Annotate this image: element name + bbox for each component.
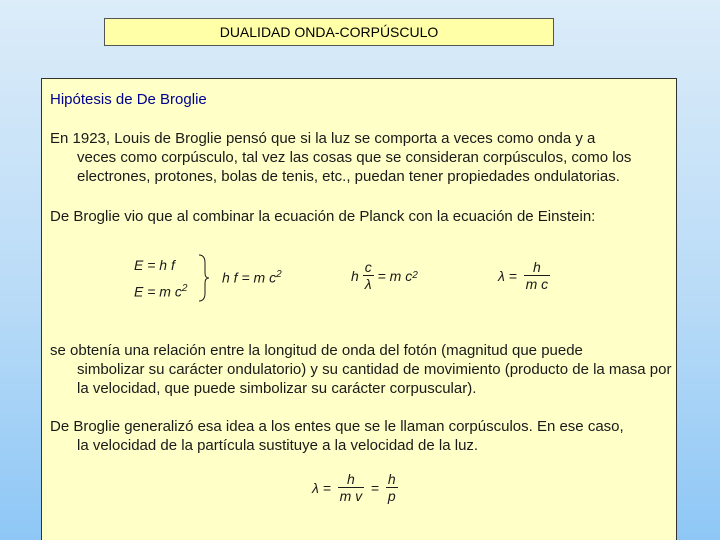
equation-hf-mc2: h f = m $c^2$ (222, 269, 282, 286)
equation-de-broglie: λ = $\frac{h}{\text{m v}}$ = $\frac{h}{p}$ (312, 471, 401, 504)
equation-einstein: E = m $c^2$ (134, 283, 188, 300)
paragraph-generalization (50, 417, 672, 455)
equation-planck: E = h f (134, 257, 175, 273)
paragraph-generalization-first-line: De Broglie generalizó esa idea a los entes que se le llaman corpúsculos. En ese caso, (50, 418, 624, 435)
paragraph-intro-first-line: En 1923, Louis de Broglie pensó que si la luz se comporta a veces como onda y a (50, 130, 596, 147)
fraction-h-over-mv: $\frac{h}{\text{m v}}$ (339, 471, 363, 504)
content-panel (41, 78, 677, 540)
slide-title: DUALIDAD ONDA-CORPÚSCULO (219, 24, 439, 40)
fraction-h-over-mc: $\frac{h}{\text{m c}}$ (525, 259, 549, 292)
paragraph-relation-first-line: se obtenía una relación entre la longitud de onda del fotón (magnitud que puede (50, 342, 583, 359)
paragraph-combination-text: De Broglie vio que al combinar la ecuación de Planck con la ecuación de Einstein: (50, 208, 596, 225)
equation-lambda-h-mc: λ = $\frac{h}{\text{m c}}$ (498, 259, 553, 292)
equation-hc-lambda: h $\frac{c}{\lambda}$ = m c 2 (351, 259, 418, 292)
paragraph-intro-continuation: veces como corpúsculo, tal vez las cosas que se consideran corpúsculos, como los electrones, protones, bolas de tenis, etc., puedan tener propiedades ondulatorias. (77, 149, 632, 185)
fraction-c-over-lambda: $\frac{c}{\lambda}$ (364, 259, 372, 292)
paragraph-generalization-continuation: la velocidad de la partícula sustituye a la velocidad de la luz. (77, 437, 479, 454)
paragraph-relation-continuation: simbolizar su carácter ondulatorio) y su cantidad de movimiento (producto de la masa por la velocidad, que puede simbolizar su carácter corpuscular). (77, 361, 672, 397)
fraction-h-over-p: $\frac{h}{p}$ (387, 471, 396, 504)
paragraph-combination (50, 207, 672, 226)
paragraph-intro (50, 129, 672, 186)
paragraph-relation (50, 341, 672, 398)
brace-icon (197, 253, 211, 303)
slide-title-box (104, 18, 554, 46)
section-heading: Hipótesis de De Broglie (50, 91, 207, 108)
